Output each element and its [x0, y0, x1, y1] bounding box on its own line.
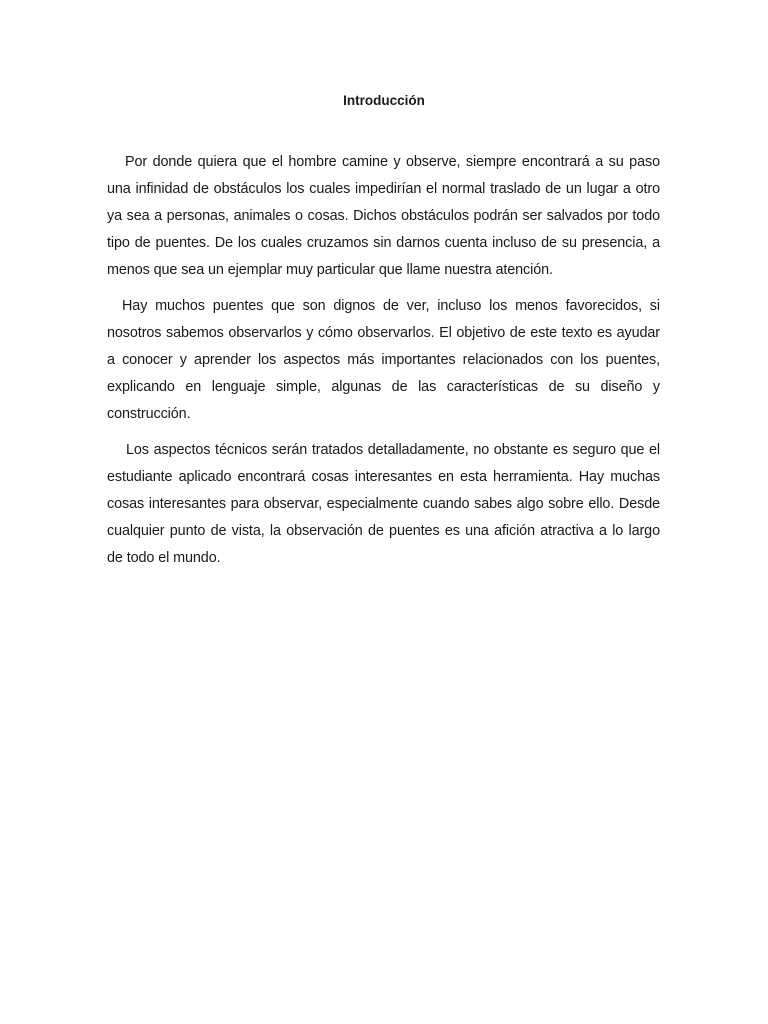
page-title: Introducción: [343, 93, 425, 108]
paragraph-3: Los aspectos técnicos serán tratados detalladamente, no obstante es seguro que el estudiante aplicado encontrará cosas interesantes en esta herramienta. Hay muchas cosas interesantes para observar, especialmente cuando sabes algo sobre ello. Desde cualquier punto de vista, la observación de puentes es una afición atractiva a lo largo de todo el mundo.: [107, 442, 660, 566]
paragraph-1: Por donde quiera que el hombre camine y observe, siempre encontrará a su paso una infinidad de obstáculos los cuales impedirían el normal traslado de un lugar a otro ya sea a personas, animales o cosas. Dichos obstáculos podrán ser salvados por todo tipo de puentes. De los cuales cruzamos sin darnos cuenta incluso de su presencia, a menos que sea un ejemplar muy particular que llame nuestra atención.: [107, 154, 660, 278]
paragraph-2: Hay muchos puentes que son dignos de ver, incluso los menos favorecidos, si nosotros sabemos observarlos y cómo observarlos. El objetivo de este texto es ayudar a conocer y aprender los aspectos más importantes relacionados con los puentes, explicando en lenguaje simple, algunas de las características de su diseño y construcción.: [107, 298, 660, 422]
document-body: [107, 149, 660, 581]
